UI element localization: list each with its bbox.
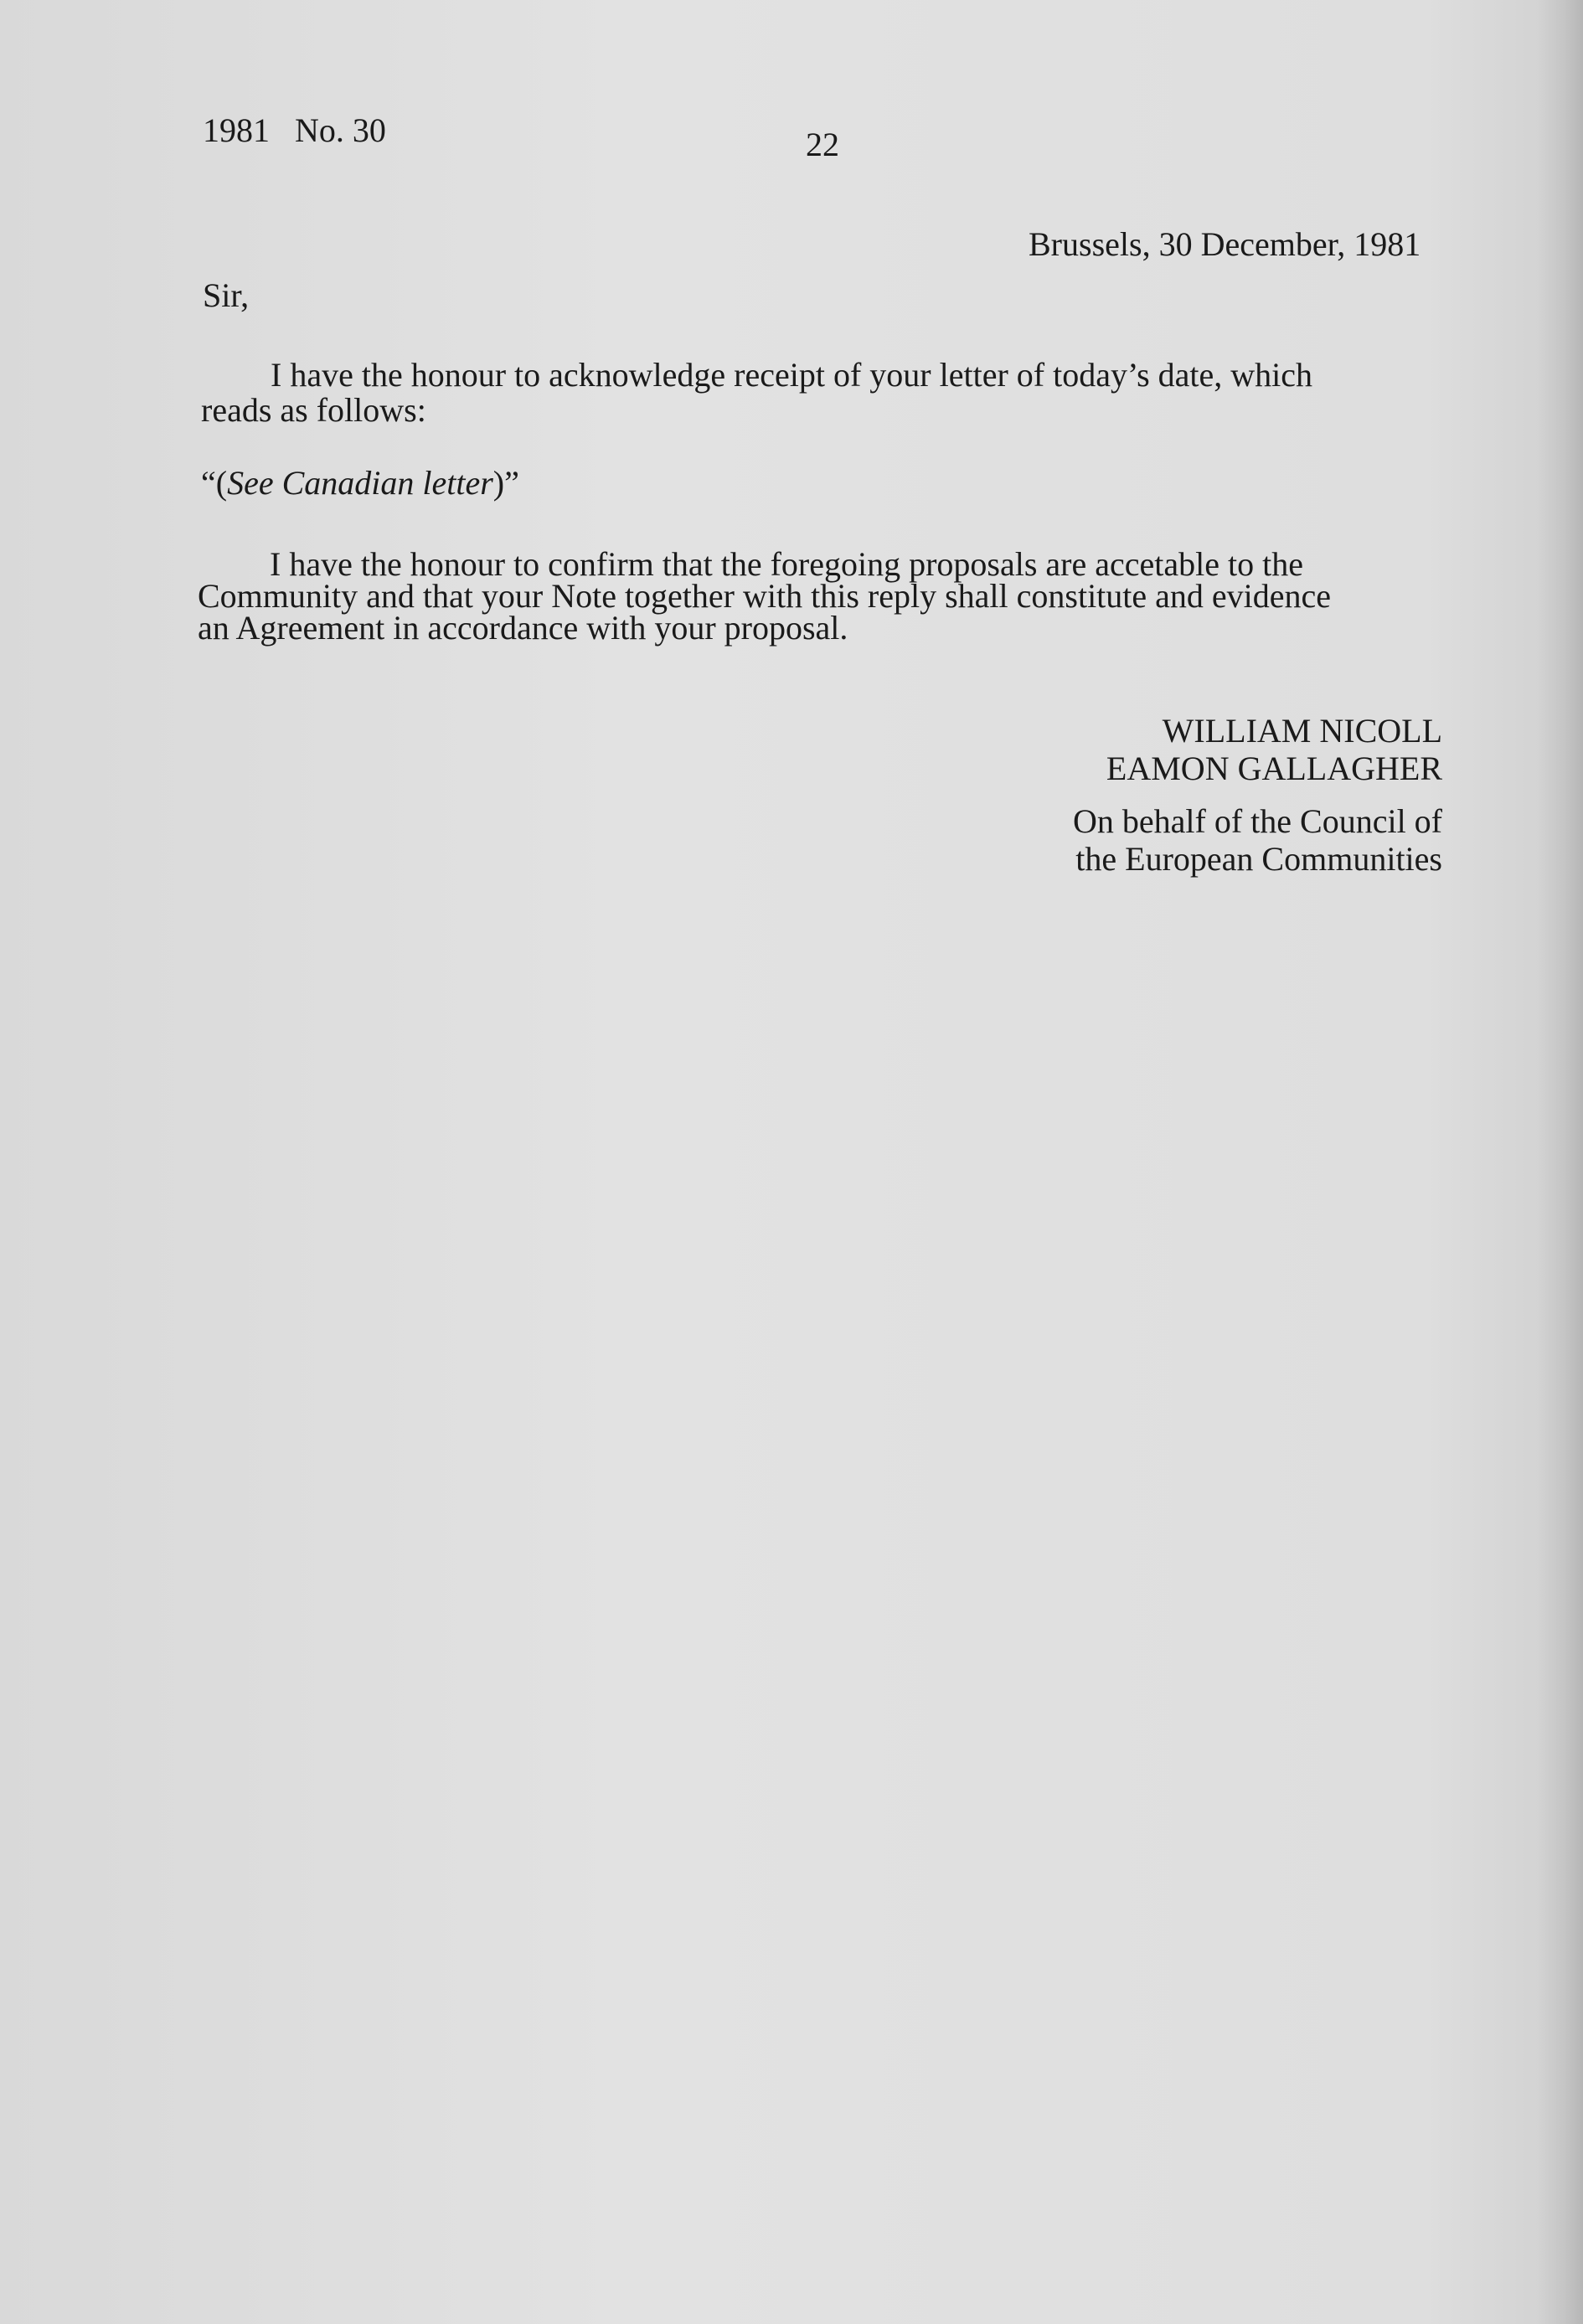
quote-open: “( (201, 464, 228, 502)
page-number: 22 (806, 126, 839, 163)
signatory-name: EAMON GALLAGHER (1106, 750, 1442, 787)
paragraph-line: Community and that your Note together with this reply shall constitute and evidence (198, 577, 1332, 615)
signatory-name: WILLIAM NICOLL (1162, 712, 1442, 750)
document-reference: 1981 No. 30 (203, 111, 386, 149)
on-behalf-line: the European Communities (1075, 840, 1442, 878)
paragraph-line: reads as follows: (201, 391, 426, 429)
paragraph-line: I have the honour to acknowledge receipt of your letter of today’s date, which (271, 356, 1313, 394)
paragraph-line: an Agreement in accordance with your proposal. (198, 609, 848, 647)
paragraph-acknowledgement (201, 355, 1449, 430)
on-behalf-line: On behalf of the Council of (1073, 802, 1442, 840)
salutation: Sir, (203, 276, 250, 314)
quote-text: See Canadian letter (227, 464, 493, 502)
paragraph-line: I have the honour to confirm that the foregoing proposals are accetable to the (270, 545, 1303, 583)
page-edge-shadow (1537, 0, 1583, 2324)
quoted-reference (201, 466, 519, 500)
paragraph-confirmation (198, 544, 1454, 648)
place-and-date: Brussels, 30 December, 1981 (1029, 225, 1421, 263)
quote-close: )” (492, 464, 519, 502)
